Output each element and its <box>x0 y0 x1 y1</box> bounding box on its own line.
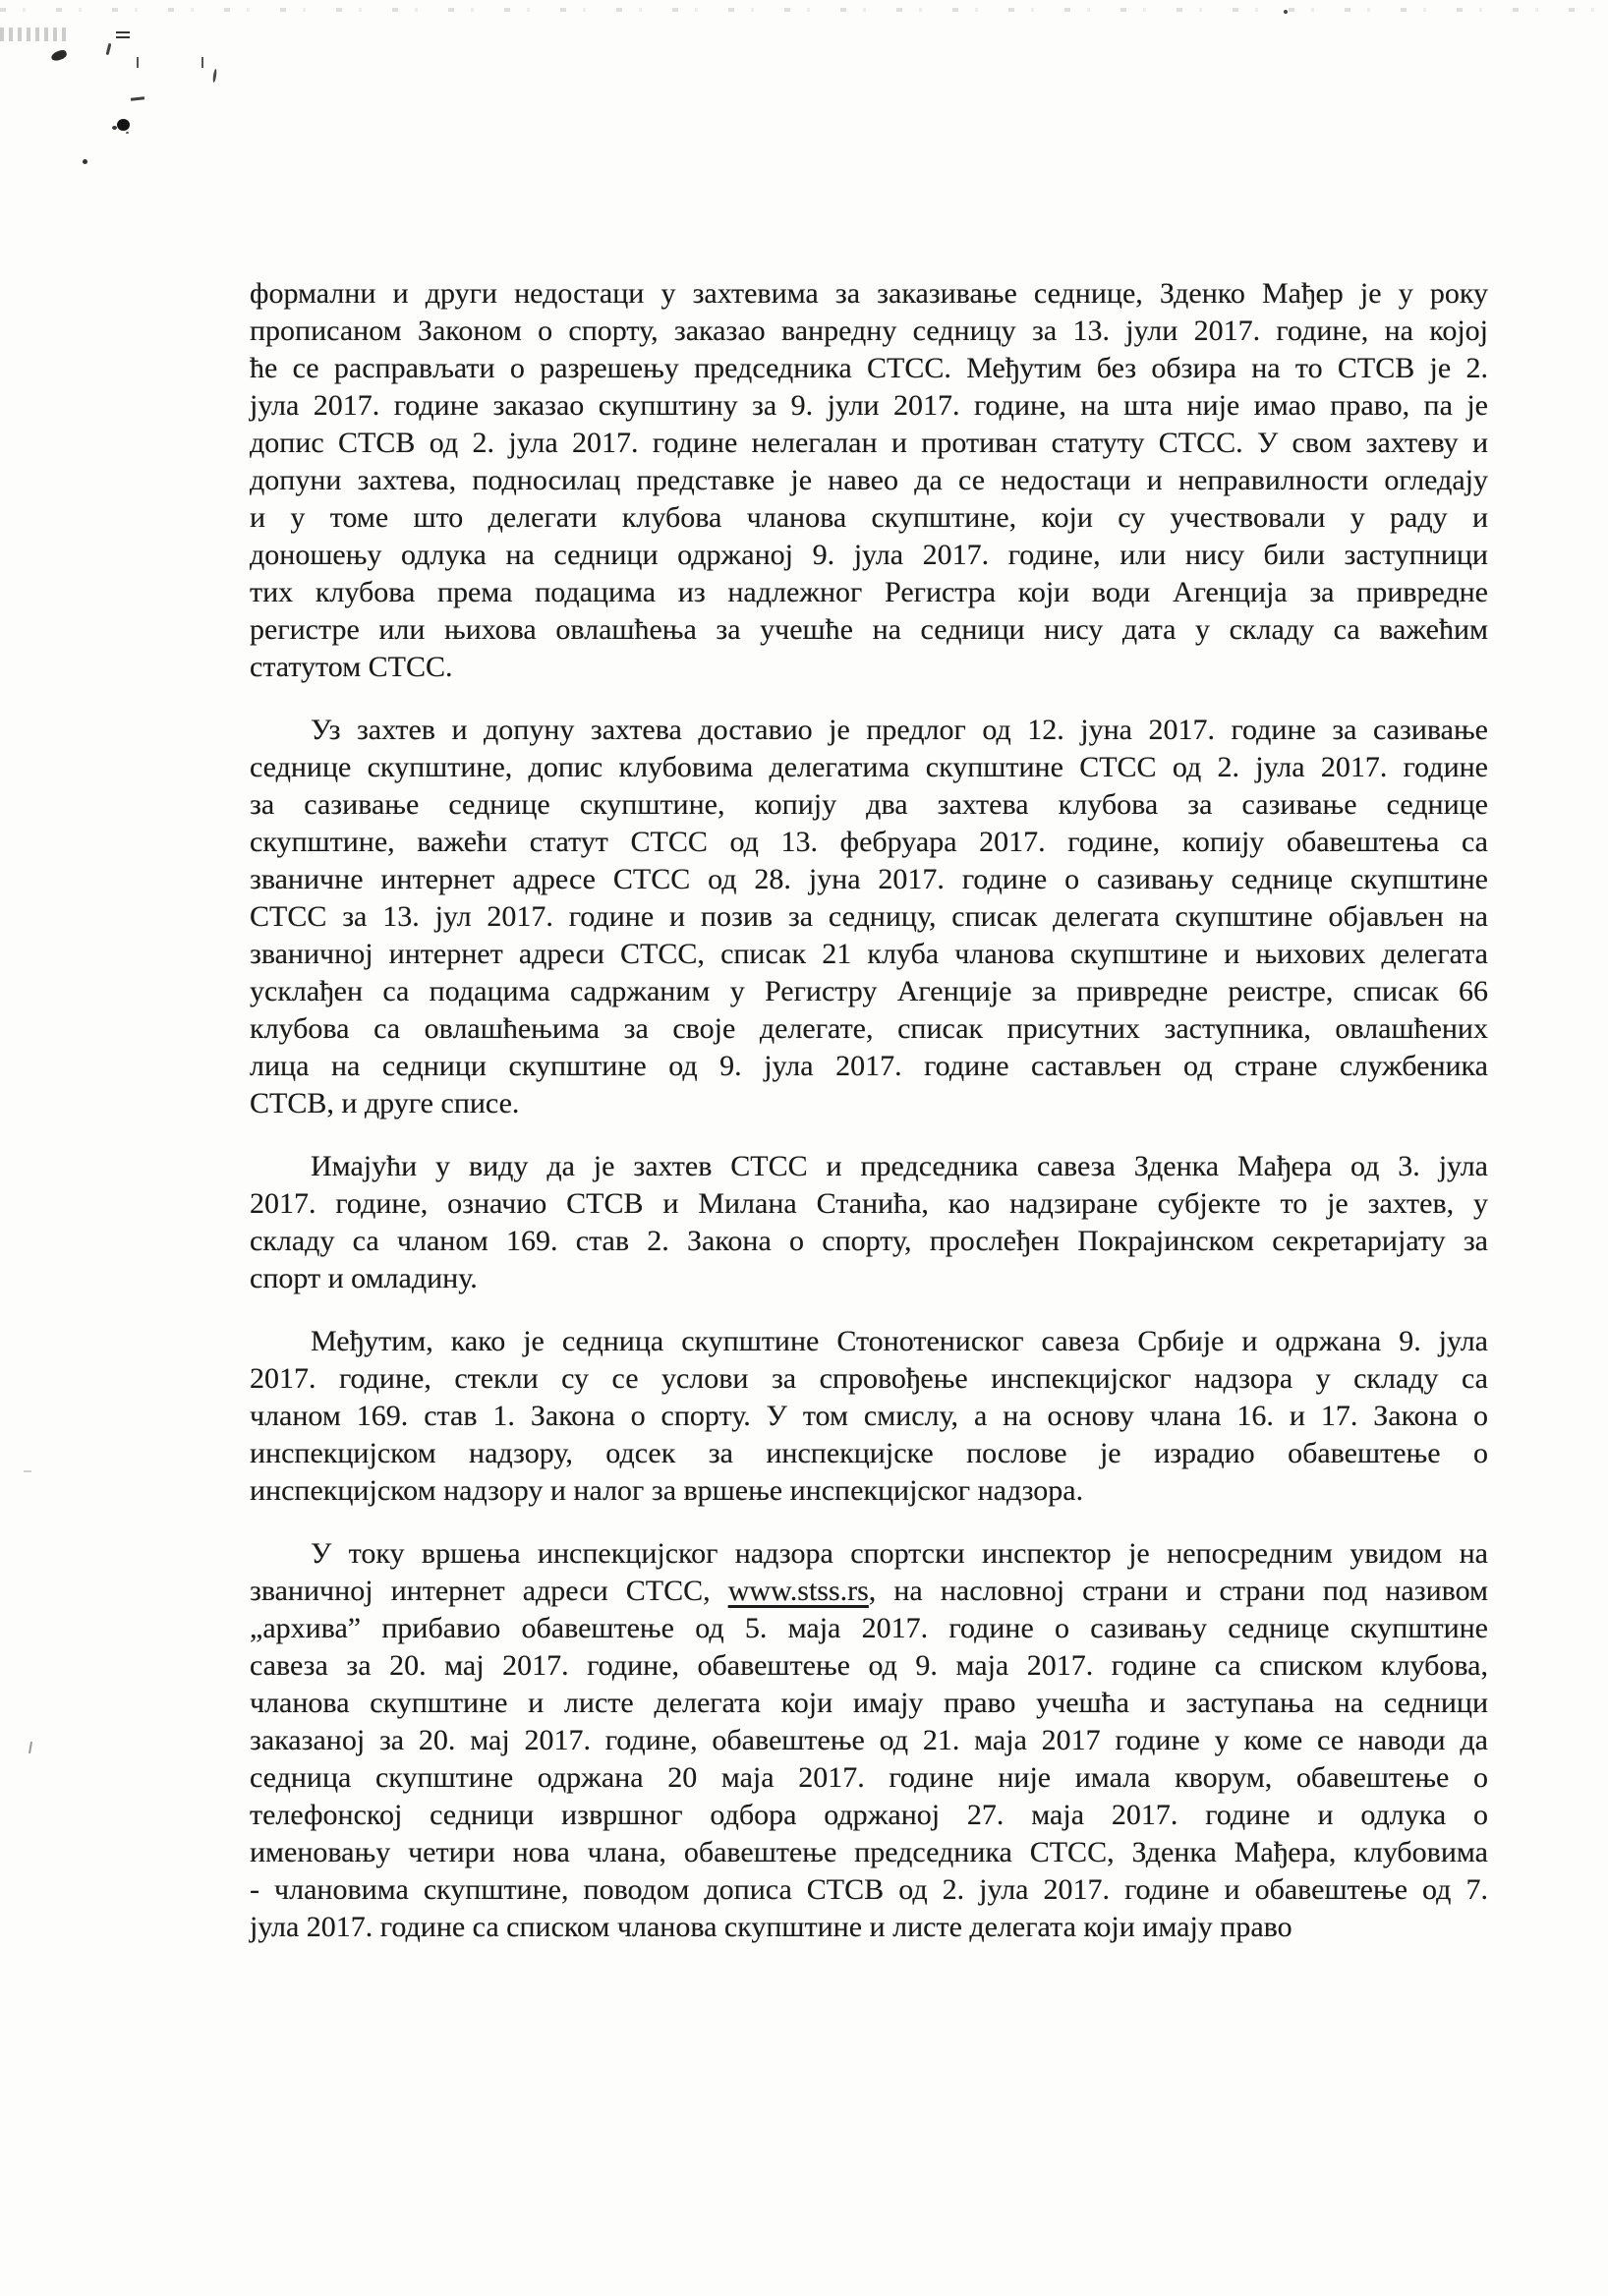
text-line: тих клубова према подацима из надлежног Регистра који води Агенција за привредне <box>250 576 1488 608</box>
text-line: и у томе што делегати клубова чланова скупштине, који су учествовали у раду и <box>250 501 1488 534</box>
text-line-with-url <box>250 1573 1488 1610</box>
text-line: телефонској седници извршног одбора одржаној 27. маја 2017. године и одлука о <box>250 1799 1488 1831</box>
text-line: допис СТСВ од 2. јула 2017. године нелегалан и противан статуту СТСС. У свом захтеву и <box>250 427 1488 459</box>
text-line: чланова скупштине и листе делегата који имају право учешћа и заступања на седници <box>250 1687 1488 1719</box>
text-line: јула 2017. године са списком чланова скупштине и листе делегата који имају право <box>250 1911 1292 1943</box>
text-line: Уз захтев и допуну захтева доставио је предлог од 12. јуна 2017. године за сазивање <box>311 714 1488 746</box>
text-line: заказаној за 20. мај 2017. године, обавештење од 21. маја 2017 године у коме се наводи да <box>250 1724 1488 1756</box>
text-line: прописаном Законом о спорту, заказао ванредну седницу за 13. јули 2017. године, на којој <box>250 315 1488 347</box>
text-line: инспекцијском надзору и налог за вршење инспекцијског надзора. <box>250 1474 1084 1507</box>
text-line: допуни захтева, подносилац представке је навео да се недостаци и неправилности огледају <box>250 464 1488 496</box>
scan-artifact <box>29 1742 32 1753</box>
text-line: СТСВ, и друге списе. <box>250 1087 520 1119</box>
scan-artifact <box>50 49 68 63</box>
scan-artifact <box>83 159 87 164</box>
scan-artifact <box>137 57 139 68</box>
text-line: седнице скупштине, допис клубовима делегатима скупштине СТСС од 2. јула 2017. године <box>250 751 1488 783</box>
text-line: за сазивање седнице скупштине, копију два захтева клубова за сазивање седнице <box>250 788 1488 821</box>
scan-artifact <box>0 8 1608 12</box>
text-line: јула 2017. године заказао скупштину за 9. јули 2017. године, на шта није имао право, па је <box>250 389 1488 422</box>
text-line: доношењу одлука на седници одржаној 9. јула 2017. године, или нису били заступници <box>250 539 1488 571</box>
paragraph-2 <box>250 712 1488 1122</box>
text-line: ће се расправљати о разрешењу председника СТСС. Међутим без обзира на то СТСВ је 2. <box>250 352 1488 384</box>
paragraph-1 <box>250 275 1488 686</box>
text-line: чланом 169. став 1. Закона о спорту. У том смислу, а на основу члана 16. и 17. Закона о <box>250 1400 1488 1432</box>
text-line: званичне интернет адресе СТСС од 28. јуна 2017. године о сазивању седнице скупштине <box>250 863 1488 895</box>
text-line: Имајући у виду да је захтев СТСС и председника савеза Зденка Мађера од 3. јула <box>311 1150 1488 1182</box>
text-line: седница скупштине одржана 20 маја 2017. године није имала кворум, обавештење о <box>250 1761 1488 1794</box>
url-line-after: , на насловној страни и страни под називом <box>868 1575 1489 1607</box>
stss-url: www.stss.rs <box>727 1575 869 1607</box>
text-line: „архива” прибавио обавештење од 5. маја 2017. године о сазивању седнице скупштине <box>250 1612 1488 1644</box>
text-line: статутом СТСС. <box>250 651 453 683</box>
text-line: складу са чланом 169. став 2. Закона о спорту, прослеђен Покрајинском секретаријату за <box>250 1225 1488 1257</box>
text-line: лица на седници скупштине од 9. јула 2017. године састављен од стране службеника <box>250 1050 1488 1082</box>
scan-artifact <box>116 31 130 33</box>
text-line: У току вршења инспекцијског надзора спортски инспектор је непосредним увидом на <box>311 1537 1488 1570</box>
text-line: званичној интернет адреси СТСС, списак 21 клуба чланова скупштине и њихових делегата <box>250 938 1488 970</box>
text-line: скупштине, важећи статут СТСС од 13. фебруара 2017. године, копију обавештења са <box>250 826 1488 858</box>
text-line: 2017. године, означио СТСВ и Милана Станића, као надзиране субјекте то је захтев, у <box>250 1187 1488 1220</box>
scan-artifact <box>24 1470 31 1472</box>
paragraph-4 <box>250 1323 1488 1510</box>
text-line: усклађен са подацима садржаним у Регистру Агенције за привредне реистре, списак 66 <box>250 975 1488 1007</box>
scan-artifact <box>131 96 144 100</box>
scan-artifact <box>212 69 217 83</box>
text-line: 2017. године, стекли су се услови за спровођење инспекцијског надзора у складу са <box>250 1362 1488 1395</box>
paragraph-5 <box>250 1535 1488 1946</box>
text-line: инспекцијском надзору, одсек за инспекцијске послове је израдио обавештење о <box>250 1437 1488 1469</box>
scan-artifact <box>117 119 130 131</box>
url-line-before: званичној интернет адреси СТСС, <box>250 1575 728 1607</box>
scan-artifact <box>1284 10 1288 14</box>
text-line: спорт и омладину. <box>250 1262 478 1294</box>
text-line: клубова са овлашћењима за своје делегате, списак присутних заступника, овлашћених <box>250 1012 1488 1045</box>
text-line: формални и други недостаци у захтевима за заказивање седнице, Зденко Мађер је у року <box>250 277 1488 310</box>
text-line: именовању четири нова члана, обавештење председника СТСС, Зденка Мађера, клубовима <box>250 1836 1488 1868</box>
text-line: - члановима скупштине, поводом дописа СТСВ од 2. јула 2017. године и обавештење од 7. <box>250 1873 1488 1906</box>
paragraph-3 <box>250 1148 1488 1297</box>
text-line: савеза за 20. мај 2017. године, обавештење од 9. маја 2017. године са списком клубова, <box>250 1649 1488 1682</box>
text-line: Међутим, како је седница скупштине Стонотениског савеза Србије и одржана 9. јула <box>311 1325 1488 1357</box>
scan-artifact <box>106 43 112 55</box>
text-line: СТСС за 13. јул 2017. године и позив за седницу, списак делегата скупштине објављен на <box>250 900 1488 933</box>
scan-artifact <box>201 57 203 68</box>
scan-artifact <box>0 28 69 41</box>
document-text <box>250 275 1488 1946</box>
text-line: регистре или њихова овлашћења за учешће на седници нису дата у складу са важећим <box>250 613 1488 646</box>
